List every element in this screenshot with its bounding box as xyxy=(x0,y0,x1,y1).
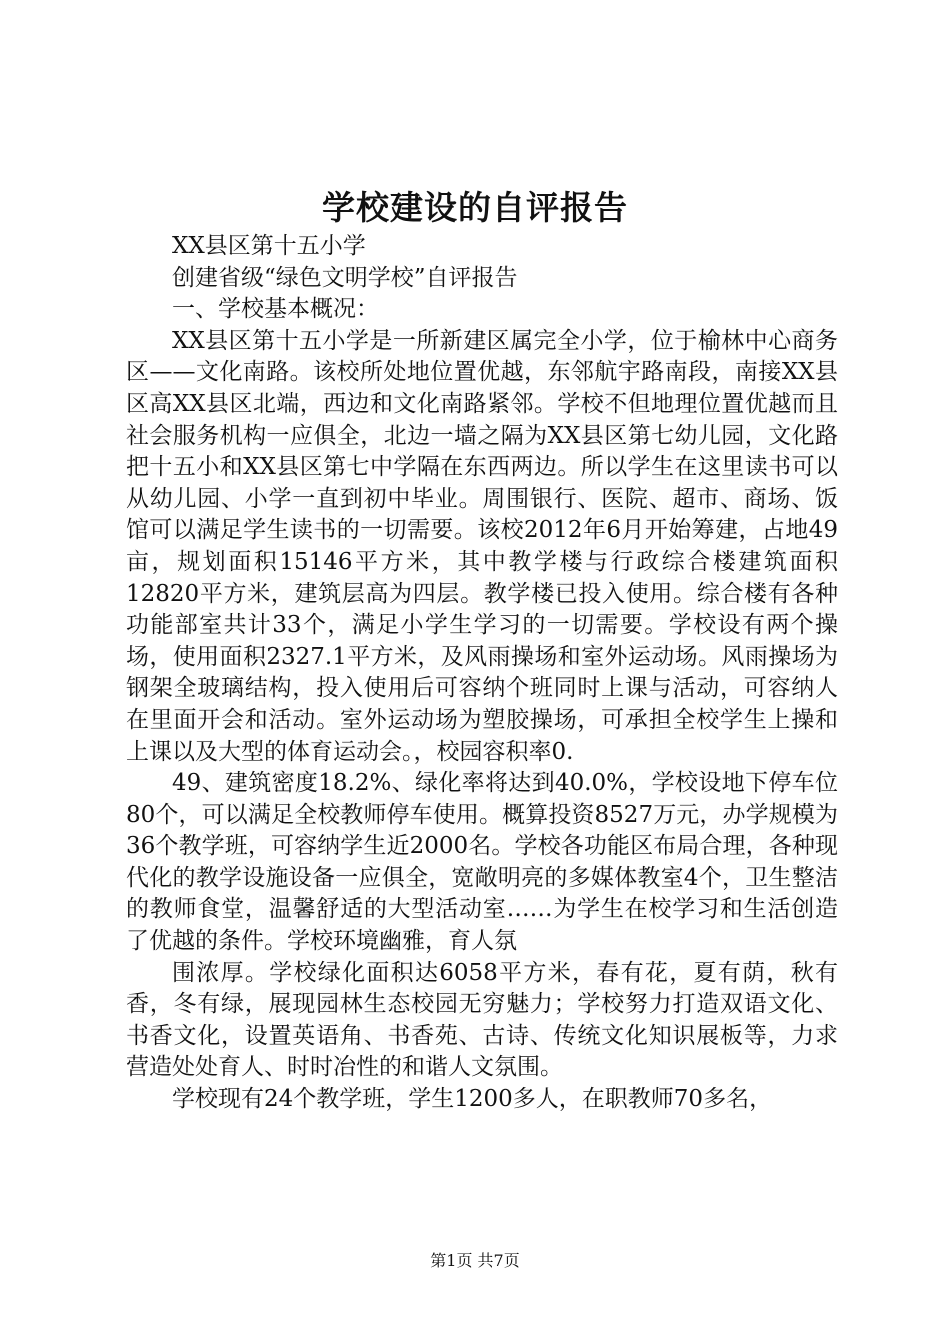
paragraph-greening: 围浓厚。学校绿化面积达6058平方米，春有花，夏有荫，秋有香，冬有绿，展现园林生态校园无穷魅力；学校努力打造双语文化、书香文化，设置英语角、书香苑、古诗、传统文化知识展板等，力求营造处处育人、时时冶性的和谐人文氛围。 xyxy=(126,959,838,1081)
paragraph-overview: XX县区第十五小学是一所新建区属完全小学，位于榆林中心商务区——文化南路。该校所处地位置优越，东邻航宇路南段，南接XX县区高XX县区北端，西边和文化南路紧邻。学校不但地理位置优越而且社会服务机构一应俱全，北边一墙之隔为XX县区第七幼儿园，文化路把十五小和XX县区第七中学隔在东西两边。所以学生在这里读书可以从幼儿园、小学一直到初中毕业。周围银行、医院、超市、商场、饭馆可以满足学生读书的一切需要。该校2012年6月开始筹建，占地49亩，规划面积15146平方米，其中教学楼与行政综合楼建筑面积12820平方米，建筑层高为四层。教学楼已投入使用。综合楼有各种功能部室共计33个，满足小学生学习的一切需要。学校设有两个操场，使用面积2327.1平方米，及风雨操场和室外运动场。风雨操场为钢架全玻璃结构，投入使用后可容纳个班同时上课与活动，可容纳人在里面开会和活动。室外运动场为塑胶操场，可承担全校学生上操和上课以及大型的体育运动会。，校园容积率0. xyxy=(126,327,838,765)
page-footer: 第1页 共7页 xyxy=(430,1251,520,1270)
report-subtitle: 创建省级“绿色文明学校”自评报告 xyxy=(172,264,518,291)
school-name-line: XX县区第十五小学 xyxy=(172,233,366,259)
paragraph-staff: 学校现有24个教学班，学生1200多人，在职教师70多名， xyxy=(172,1086,773,1113)
paragraph-density: 49、建筑密度18.2%、绿化率将达到40.0%，学校设地下停车位80个，可以满足全校教师停车使用。概算投资8527万元，办学规模为36个教学班，可容纳学生近2000名。学校各功能区布局合理，各种现代化的教学设施设备一应俱全，宽敞明亮的多媒体教室4个，卫生整洁的教师食堂，温馨舒适的大型活动室……为学生在校学习和生活创造了优越的条件。学校环境幽雅，育人氛 xyxy=(126,770,838,955)
page-title: 学校建设的自评报告 xyxy=(322,188,628,227)
document-body xyxy=(126,231,838,1116)
section-heading: 一、学校基本概况： xyxy=(172,296,379,323)
